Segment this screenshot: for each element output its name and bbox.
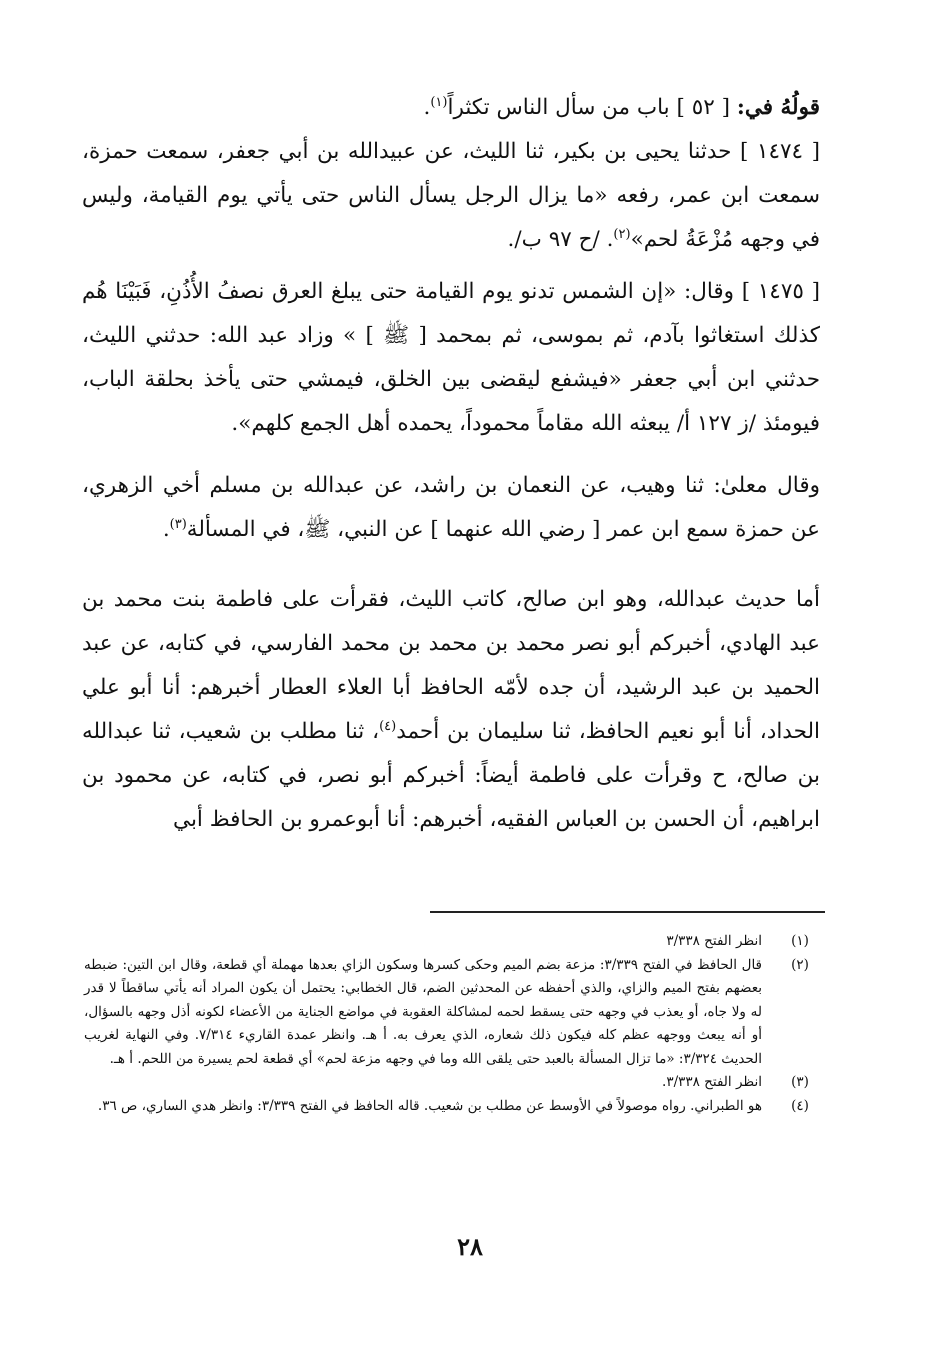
hadith-1474-text: [ ١٤٧٤ ] حدثنا يحيى بن بكير، ثنا الليث، عن عبيدالله بن أبي جعفر، سمعت حمزة، سمعت ابن عمر، رفعه «ما يزال الرجل يسأل الناس حتى يأتي يوم القيامة، وليس في وجهه مُزْعَةُ لحم» (82, 139, 820, 252)
footnote-ref-2: (٢) (613, 226, 631, 242)
hadith-1475-text: [ ١٤٧٥ ] وقال: «إن الشمس تدنو يوم القيامة حتى يبلغ العرق نصفُ الأُذُنِ، فَبَيْنَا هُم كذلك استغاثوا بآدم، ثم بموسى، ثم بمحمد [ ﷺ ] » وزاد عبد الله: حدثني الليث، حدثني ابن أبي جعفر «فيشفع ليقضى بين الخلق، فيمشي حتى يأخذ بحلقة الباب، فيومئذ /ز ١٢٧ أ/ يبعثه الله مقاماً محموداً، يحمده أهل الجمع كلهم». (82, 279, 820, 436)
footnote-text: انظر الفتح ٣/٣٣٨ (666, 933, 762, 949)
footnote-number: (٤) (791, 1097, 809, 1114)
footnote-number: (٣) (791, 1074, 809, 1090)
heading-lead: قولُهُ في: (736, 95, 820, 120)
footnote-2 (84, 954, 820, 1072)
muala-end: . (162, 517, 170, 542)
amma-text-continued: ، ثنا مطلب بن شعيب، ثنا عبدالله بن صالح، ح وقرأت على فاطمة أيضاً: أخبركم أبو نصر، في كتابه، عن محمود بن ابراهيم، أن الحسن بن العباس الفقيه، أخبرهم: أنا أبوعمرو بن الحافظ أبي (82, 719, 820, 832)
hadith-1475 (82, 270, 820, 446)
amma-text: أما حديث عبدالله، وهو ابن صالح، كاتب الليث، فقرأت على فاطمة بنت محمد بن عبد الهادي، أخبركم أبو نصر محمد بن محمد بن محمد الفارسي، في كتابه، عن عبد الحميد بن عبد الرشيد، أن جده لأمّه الحافظ أبا العلاء العطار أخبرهم: أنا أبو علي الحداد، أنا أبو نعيم الحافظ، ثنا سليمان بن أحمد (82, 587, 820, 744)
muala-text: وقال معلىٰ: ثنا وهيب، عن النعمان بن راشد، عن عبدالله بن مسلم أخي الزهري، عن حمزة سمع ابن عمر [ رضي الله عنهما ] عن النبي، ﷺ، في المسألة (82, 473, 820, 542)
hadith-1474 (82, 130, 820, 262)
footnote-separator (430, 911, 825, 913)
footnote-ref-4: (٤) (379, 718, 397, 734)
footnote-1 (84, 930, 820, 954)
hadith-1474-end: . /ح ٩٧ ب/. (507, 227, 614, 252)
footnote-number: (١) (791, 933, 809, 949)
footnote-3 (84, 1071, 820, 1095)
footnote-number: (٢) (791, 956, 809, 973)
muala-paragraph (82, 464, 820, 552)
main-text (82, 86, 820, 842)
footnote-4 (84, 1095, 820, 1119)
heading-end: . (423, 95, 431, 120)
page-number: ٢٨ (457, 1232, 483, 1261)
heading-title: [ ٥٢ ] باب من سأل الناس تكثراً (447, 95, 731, 120)
amma-paragraph (82, 578, 820, 842)
footnote-text: قال الحافظ في الفتح ٣/٣٣٩: مزعة بضم الميم وحكى كسرها وسكون الزاي بعدها مهملة أي قطعة، وقال ابن التين: ضبطه بعضهم بفتح الميم والزاي، والذي أحفظه عن المحدثين الضم، قال الخطابي: يحتمل أن يكون المراد أنه يأتي ساقطاً لا قدر له ولا جاه، أو يعذب في وجهه حتى يسقط لحمه لمشاكلة العقوبة في مواضع الجناية من الأعضاء لكونه أذل وجهه بالسؤال، أو أنه يبعث ووجهه عظم كله فيكون ذلك شعاره، الذي يعرف به. أ هـ. وانظر عمدة القاريء ٧/٣١٤. وفي النهاية لغريب الحديث ٣/٣٢٤: «ما تزال المسألة بالعبد حتى يلقى الله وما في وجهه مزعة لحم» أي قطعة لحم يسيرة من اللحم. أ هـ. (84, 956, 763, 1067)
footnote-ref-1: (١) (430, 94, 448, 110)
footnote-text: انظر الفتح ٣/٣٣٨. (662, 1074, 762, 1090)
chapter-heading (82, 86, 820, 130)
footnotes (84, 930, 820, 1118)
footnote-text: هو الطبراني. رواه موصولاً في الأوسط عن مطلب بن شعيب. قاله الحافظ في الفتح ٣/٣٣٩: وانظر هدي الساري، ص ٣٦. (97, 1097, 762, 1114)
footnote-ref-3: (٣) (169, 516, 187, 532)
